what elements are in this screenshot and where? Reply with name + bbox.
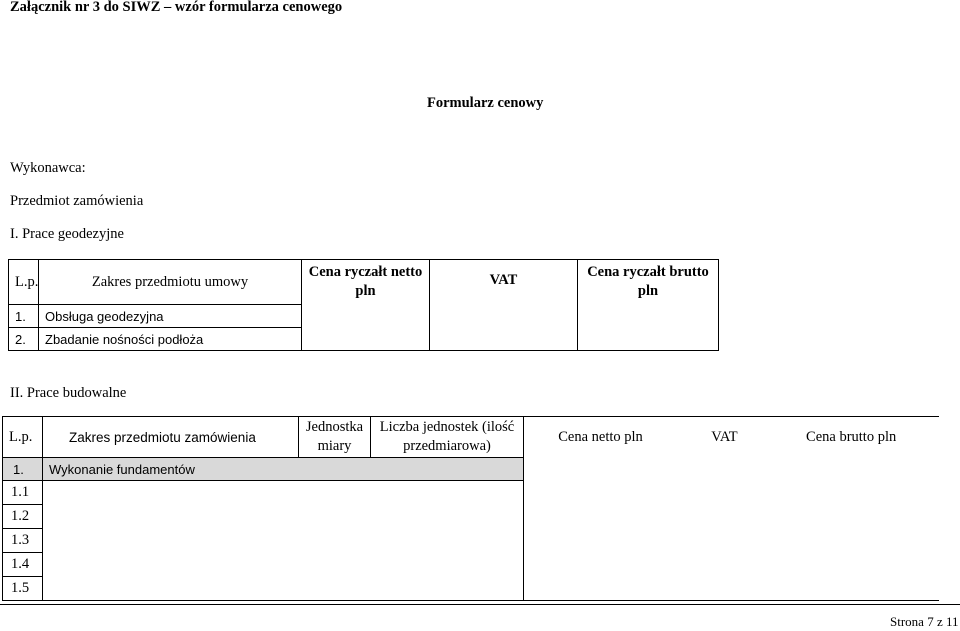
section1-title: I. Prace geodezyjne: [10, 226, 124, 242]
header-net-price: Cena ryczałt netto pln: [302, 260, 430, 351]
subrow-1-3: 1.3: [3, 529, 43, 553]
subject-label: Przedmiot zamówienia: [10, 193, 144, 209]
annex-header: Załącznik nr 3 do SIWZ – wzór formularza cenowego: [10, 0, 343, 15]
page-number: Strona 7 z 11: [890, 614, 959, 629]
header2-lp: L.p.: [3, 417, 43, 458]
header2-vat: VAT: [711, 429, 738, 445]
header2-qty: Liczba jednostek (ilość przedmiarowa): [371, 417, 524, 458]
section1-table: [8, 259, 719, 351]
header-lp: L.p.: [9, 260, 39, 305]
header2-scope: Zakres przedmiotu zamówienia: [43, 417, 299, 458]
header-gross-price: Cena ryczałt brutto pln: [578, 260, 719, 351]
section2-title: II. Prace budowalne: [10, 385, 127, 401]
form-title: Formularz cenowy: [427, 95, 544, 111]
subrow-1-2: 1.2: [3, 505, 43, 529]
header2-unit: Jednostka miary: [299, 417, 371, 458]
header-vat: VAT: [430, 260, 578, 351]
subrow-1-4: 1.4: [3, 553, 43, 577]
contractor-label: Wykonawca:: [10, 160, 86, 176]
header2-prices: [524, 417, 939, 601]
header2-net-price: Cena netto pln: [558, 429, 643, 445]
row-1-no: 1.: [9, 305, 39, 328]
row-2-name: Zbadanie nośności podłoża: [39, 328, 302, 351]
group-name: Wykonanie fundamentów: [43, 458, 524, 481]
row-2-no: 2.: [9, 328, 39, 351]
subrow-1-5: 1.5: [3, 577, 43, 601]
footer-divider: [0, 604, 960, 605]
header-scope: Zakres przedmiotu umowy: [39, 260, 302, 305]
section2-table: [2, 416, 939, 601]
row-1-name: Obsługa geodezyjna: [39, 305, 302, 328]
group-no: 1.: [3, 458, 43, 481]
header2-gross-price: Cena brutto pln: [806, 429, 897, 445]
subrow-1-1: 1.1: [3, 481, 43, 505]
